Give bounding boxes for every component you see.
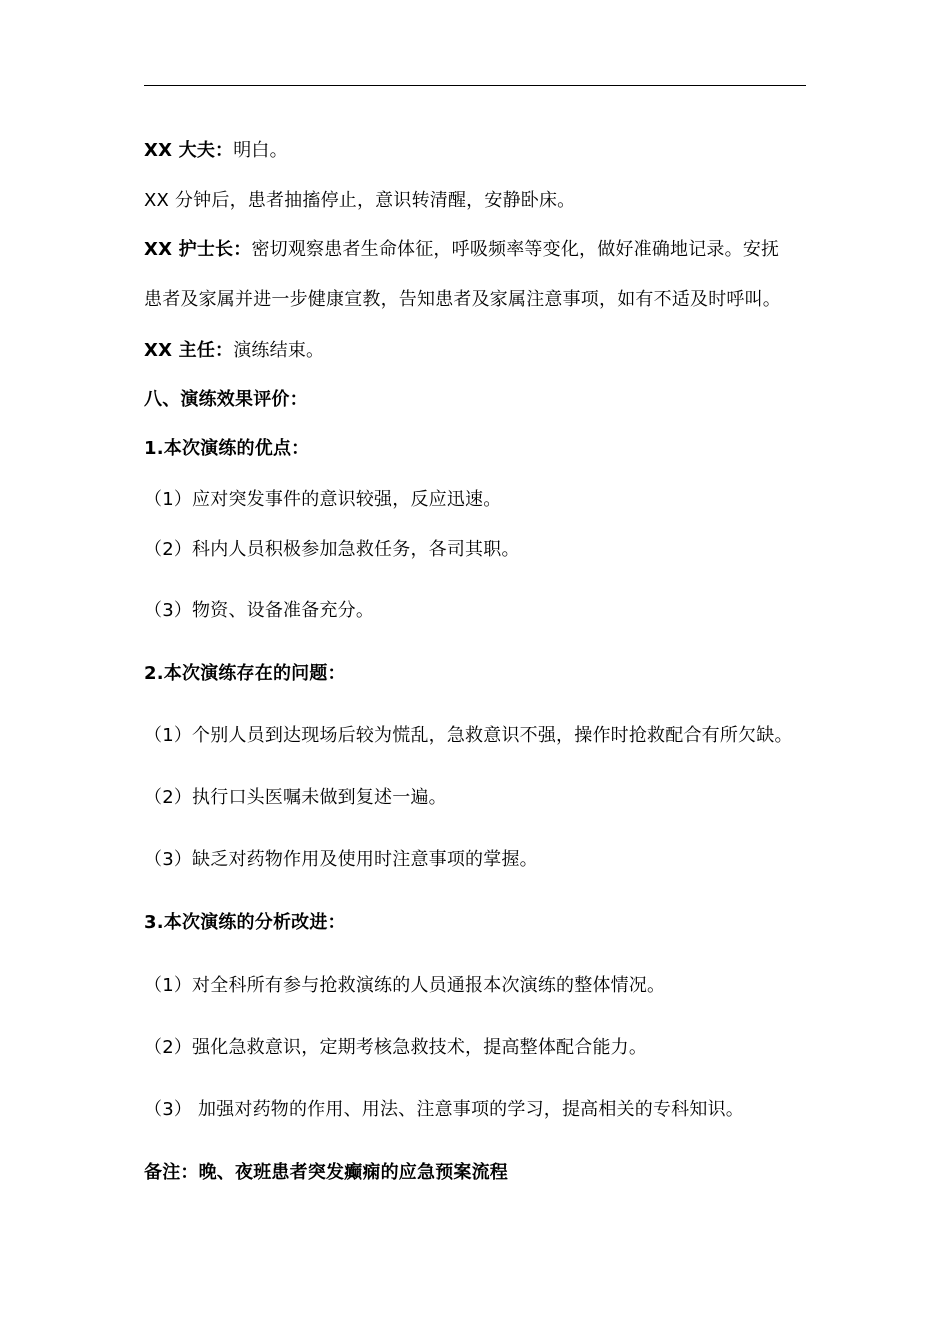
dialogue-text: 明白。 xyxy=(233,140,288,161)
dialogue-text: 密切观察患者生命体征，呼吸频率等变化，做好准确地记录。安抚 xyxy=(251,239,780,260)
dialogue-line-head-nurse xyxy=(144,238,779,262)
list-item: （2）科内人员积极参加急救任务，各司其职。 xyxy=(144,539,520,560)
list-item: （3）缺乏对药物作用及使用时注意事项的掌握。 xyxy=(144,849,538,870)
list-item: （2）强化急救意识，定期考核急救技术，提高整体配合能力。 xyxy=(144,1037,648,1058)
subsection-heading: 2.本次演练存在的问题： xyxy=(144,663,346,684)
dialogue-text: 演练结束。 xyxy=(233,340,325,361)
note-heading: 备注：晚、夜班患者突发癫痫的应急预案流程 xyxy=(144,1162,508,1183)
subsection-heading: 1.本次演练的优点： xyxy=(144,438,310,459)
section-heading: 八、演练效果评价： xyxy=(144,389,308,410)
list-item: （3）物资、设备准备充分。 xyxy=(144,600,375,621)
narration-line: XX 分钟后，患者抽搐停止，意识转清醒，安静卧床。 xyxy=(144,190,576,211)
dialogue-line-doctor xyxy=(144,139,288,163)
speaker-label: XX 大夫： xyxy=(144,140,234,161)
header-rule xyxy=(144,85,806,86)
speaker-label: XX 主任： xyxy=(144,340,234,361)
dialogue-continuation: 患者及家属并进一步健康宣教，告知患者及家属注意事项，如有不适及时呼叫。 xyxy=(144,289,781,310)
list-item: （1）个别人员到达现场后较为慌乱，急救意识不强，操作时抢救配合有所欠缺。 xyxy=(144,725,793,746)
list-item: （1）对全科所有参与抢救演练的人员通报本次演练的整体情况。 xyxy=(144,975,666,996)
list-item: （3） 加强对药物的作用、用法、注意事项的学习，提高相关的专科知识。 xyxy=(144,1099,744,1120)
list-item: （1）应对突发事件的意识较强，反应迅速。 xyxy=(144,489,502,510)
list-item: （2）执行口头医嘱未做到复述一遍。 xyxy=(144,787,447,808)
subsection-heading: 3.本次演练的分析改进： xyxy=(144,912,346,933)
dialogue-line-director xyxy=(144,339,324,363)
speaker-label: XX 护士长： xyxy=(144,239,252,260)
